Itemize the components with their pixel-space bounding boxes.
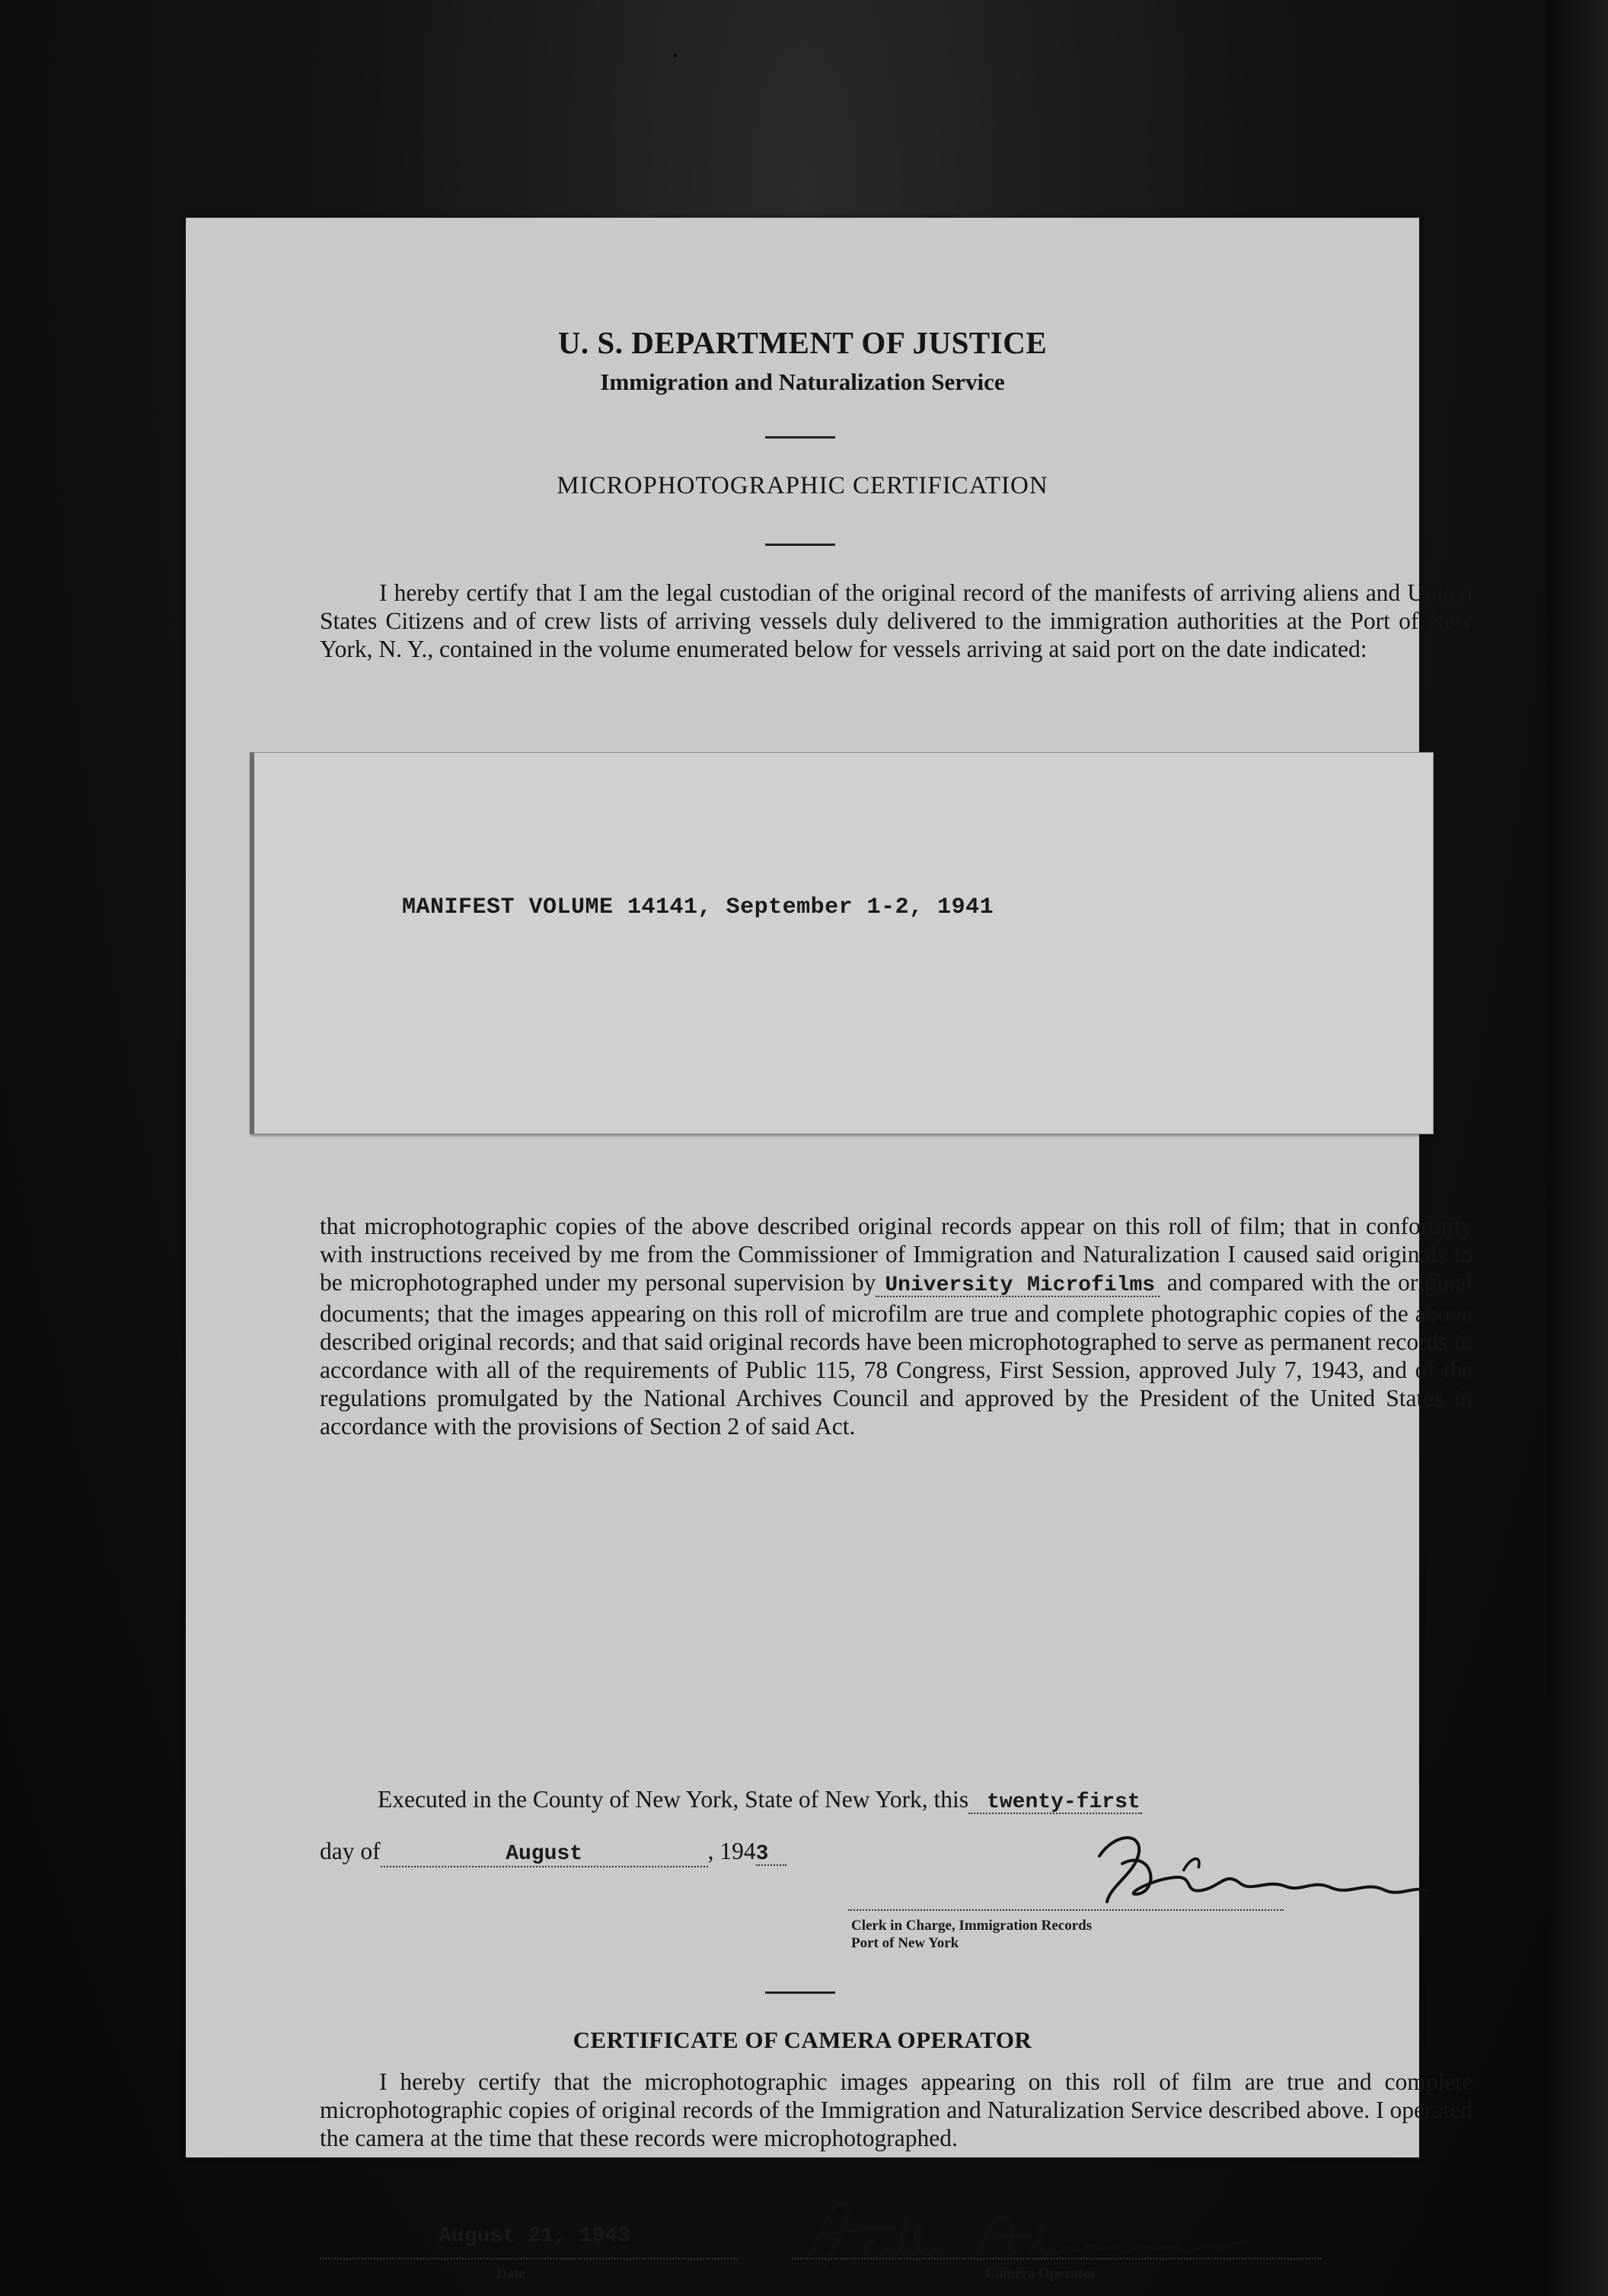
clerk-title — [851, 1917, 1092, 1952]
body-text-part1: that microphotographic copies of the above described original records appear on this roll of film; that in conformity with instructions received by me from the Commissioner of Immigration and Naturalization I caused said originals to be microphotographed under my personal supervision by — [320, 1213, 1472, 1296]
supervisor-value: University Microfilms — [885, 1274, 1156, 1297]
executed-line — [378, 1786, 1142, 1814]
executed-prefix: Executed in the County of New York, State of New York, this — [378, 1786, 969, 1813]
manifest-volume: MANIFEST VOLUME 14141, September 1-2, 1941 — [402, 894, 994, 920]
manifest-insert-slip — [250, 752, 1434, 1134]
clerk-title-line1: Clerk in Charge, Immigration Records — [851, 1918, 1093, 1934]
year-prefix: , 194 — [707, 1838, 756, 1864]
operator-signature-line — [792, 2258, 1322, 2259]
intro-paragraph — [320, 579, 1472, 663]
divider — [765, 436, 835, 438]
department-title: U. S. DEPARTMENT OF JUSTICE — [557, 325, 1048, 360]
camera-heading: CERTIFICATE OF CAMERA OPERATOR — [573, 2027, 1032, 2053]
film-edge — [1547, 0, 1608, 2296]
film-speck — [673, 53, 678, 58]
body-paragraph — [320, 1212, 1472, 1440]
clerk-signature — [1069, 1818, 1480, 1917]
executed-day-value: twenty-first — [987, 1791, 1141, 1814]
intro-text: I hereby certify that I am the legal custodian of the original record of the manifests of arriving aliens and United States Citizens and of crew lists of arriving vessels duly delivered to the immigration authorities at the Port of New York, N. Y., contained in the volume enumerated below for vessels arriving at said port on the date indicated: — [320, 579, 1472, 662]
clerk-signature-line — [848, 1909, 1284, 1911]
body-text-part2: and compared with the original documents; that the images appearing on this roll of microfilm are true and complete photographic copies of the above described original records; and that said original records have been microphotographed to serve as permanent records in accordance with all of the requirements of Public 115, 78 Congress, First Session, approved July 7, 1943, and of the regulations promulgated by the National Archives Council and approved by the President of the United States in accordance with the provisions of Section 2 of said Act. — [320, 1269, 1473, 1440]
service-subtitle: Immigration and Naturalization Service — [600, 368, 1005, 395]
day-of-prefix: day of — [320, 1838, 381, 1864]
day-of-line — [320, 1838, 786, 1867]
date-line — [320, 2258, 737, 2259]
body-text — [320, 1212, 1472, 1440]
certificate-page — [186, 218, 1473, 2282]
date-caption: Date — [496, 2266, 525, 2282]
camera-text: I hereby certify that the microphotographic images appearing on this roll of film are true and complete microphotographic copies of original records of the Immigration and Naturalization Service described above. I operated the camera at the time that these records were microphotographed. — [320, 2068, 1472, 2151]
operator-date-value: August 21, 1943 — [439, 2224, 631, 2248]
divider — [765, 544, 835, 546]
year-digit-value: 3 — [755, 1842, 769, 1866]
certification-heading: MICROPHOTOGRAPHIC CERTIFICATION — [557, 472, 1048, 499]
clerk-title-line2: Port of New York — [851, 1935, 959, 1951]
divider — [765, 1991, 835, 1994]
camera-paragraph — [320, 2068, 1472, 2152]
month-value: August — [506, 1842, 583, 1866]
operator-caption: Camera Operator — [985, 2266, 1097, 2282]
